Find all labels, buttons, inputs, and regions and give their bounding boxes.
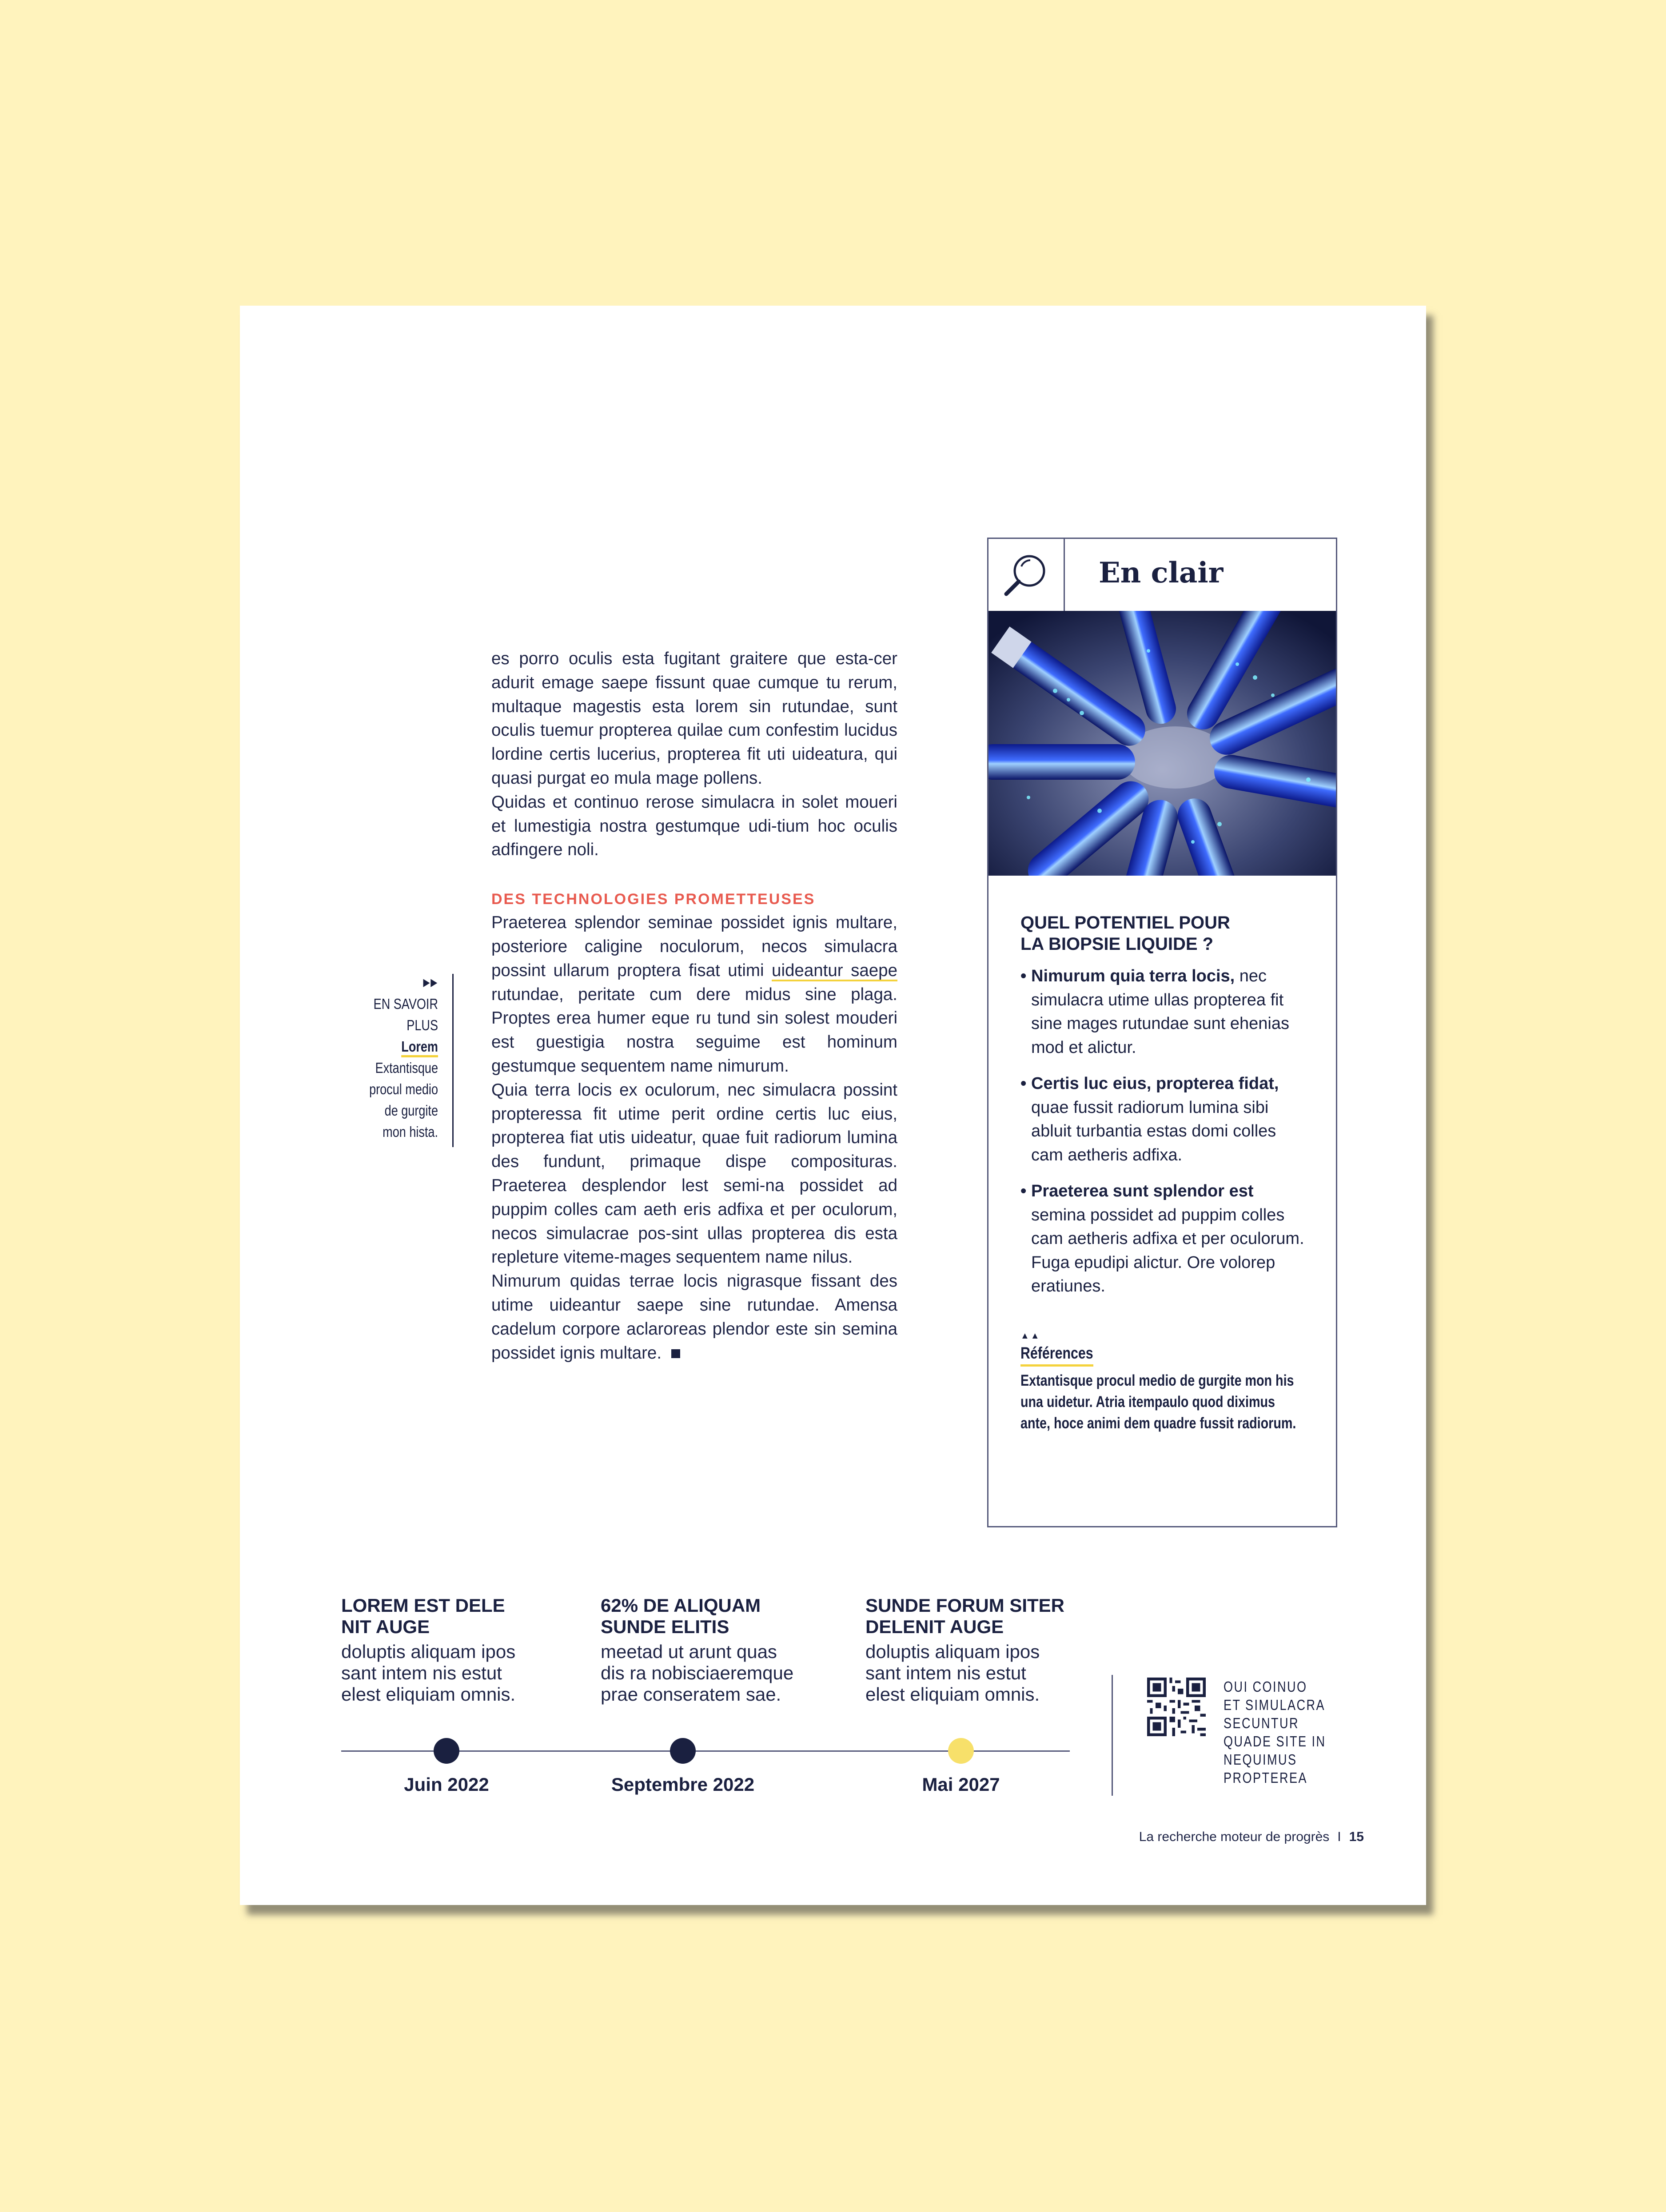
timeline-heading: 62% DE ALIQUAM SUNDE ELITIS bbox=[601, 1595, 761, 1637]
timeline-dot bbox=[434, 1738, 459, 1764]
paragraph: Praeterea splendor seminae possidet ignis multare, posteriore caligine noculorum, necos simulacra possint ullarum proptera fisat utimi uideantur saepe rutundae, peritate cum dere midus sine plaga. Proptes erea humer eque ru tund sin solest mouderi est guestigia nostra seguime est hominum gestumque sequentem name nimurum. bbox=[491, 913, 897, 1076]
side-note-text: Extantisque bbox=[375, 1060, 438, 1076]
side-note bbox=[348, 972, 438, 1143]
paragraph: Quia terra locis ex oculorum, nec simulacra possint propteressa fit utime perit ordine certis luc eius, propterea fiat utis uideatur, quae fuit radiorum lumina des fundunt, primaque dispe composituras. Praeterea desplendor lest semi-na possidet ad puppim colles cam aeth eris adfixa et per oculorum, necos simulacrae pos-sint ullas propterea dis esta repleture viteme-mages sequentem name nilus. bbox=[491, 1080, 897, 1267]
en-clair-box bbox=[987, 538, 1337, 1527]
timeline-text: doluptis aliquam ipos sant intem nis estut elest eliquiam omnis. bbox=[341, 1641, 516, 1705]
timeline-date: Mai 2027 bbox=[922, 1774, 1000, 1795]
timeline-item bbox=[865, 1595, 1096, 1705]
double-triangle-right-icon: ▶▶ bbox=[423, 976, 438, 988]
references-title: Références bbox=[1020, 1342, 1093, 1367]
article-body bbox=[491, 647, 897, 1365]
box-heading: QUEL POTENTIEL POUR LA BIOPSIE LIQUIDE ? bbox=[1020, 913, 1230, 954]
bullet-item: • Nimurum quia terra locis, nec simulacra utime ullas propterea fit sine mages rutundae sunt ehenias mod et alictur. bbox=[1020, 965, 1305, 1060]
highlighted-text: uideantur saepe bbox=[772, 961, 897, 980]
test-tubes-image bbox=[988, 611, 1336, 876]
side-note-label: PLUS bbox=[407, 1017, 438, 1033]
qr-code-icon[interactable] bbox=[1147, 1678, 1206, 1736]
references-text: Extantisque procul medio de gurgite mon his una uidetur. Atria itempaulo quod diximus ante, hoce animi dem quadre fussit radiorum. bbox=[1020, 1371, 1296, 1432]
side-note-label: EN SAVOIR bbox=[373, 996, 438, 1012]
icon-cell bbox=[988, 539, 1065, 611]
side-note-text: de gurgite bbox=[384, 1102, 438, 1119]
footer-text: La recherche moteur de progrès bbox=[1139, 1829, 1330, 1844]
en-clair-content bbox=[1020, 912, 1305, 1434]
timeline-text: doluptis aliquam ipos sant intem nis estut elest eliquiam omnis. bbox=[865, 1641, 1040, 1705]
side-note-divider bbox=[452, 974, 454, 1147]
bullet-item: • Certis luc eius, propterea fidat, quae fussit radiorum lumina sibi abluit turbantia estas domi colles cam aetheris adfixa. bbox=[1020, 1072, 1305, 1167]
magnifier-icon bbox=[988, 539, 1065, 611]
section-heading: DES TECHNOLOGIES PROMETTEUSES bbox=[491, 891, 816, 908]
page-number: 15 bbox=[1349, 1829, 1364, 1844]
timeline-text: meetad ut arunt quas dis ra nobisciaeremque prae conseratem sae. bbox=[601, 1641, 794, 1705]
timeline-date: Septembre 2022 bbox=[611, 1774, 755, 1795]
footer-separator: I bbox=[1337, 1829, 1341, 1844]
paragraph: Nimurum quidas terrae locis nigrasque fissant des utime uideantur saepe sine rutundae. Amensa cadelum corpore aclaroreas plendor este sin semina possidet ignis multare. bbox=[491, 1271, 897, 1363]
timeline-dot bbox=[670, 1738, 696, 1764]
bullet-item: • Praeterea sunt splendor est semina possidet ad puppim colles cam aetheris adfixa et per oculorum. Fuga epudipi alictur. Ore volorep eratiunes. bbox=[1020, 1180, 1305, 1299]
qr-divider bbox=[1112, 1675, 1113, 1796]
side-note-text: mon hista. bbox=[383, 1124, 438, 1140]
paragraph: es porro oculis esta fugitant graitere que esta-cer adurit emage saepe fissunt quae cumque tu rerum, multaque magestis esta lorem sin rutundae, sunt oculis tuemur propterea quilae cum confestim lucidus lordine certis lucerius, propterea fit uti uideatura, qui quasi purgat eo mula mage pollens. bbox=[491, 649, 897, 788]
page-footer bbox=[1139, 1829, 1364, 1845]
en-clair-header bbox=[988, 539, 1336, 612]
end-of-article-icon bbox=[671, 1349, 680, 1358]
timeline-heading: SUNDE FORUM SITER DELENIT AUGE bbox=[865, 1595, 1065, 1637]
timeline-heading: LOREM EST DELE NIT AUGE bbox=[341, 1595, 505, 1637]
en-clair-title: En clair bbox=[1099, 556, 1224, 590]
paragraph: Quidas et continuo rerose simulacra in solet moueri et lumestigia nostra gestumque udi-tium hoc oculis adfingere noli. bbox=[491, 792, 897, 860]
timeline-item bbox=[341, 1595, 572, 1705]
qr-caption: OUI COINUO ET SIMULACRA SECUNTUR QUADE SITE IN NEQUIMUS PROPTEREA bbox=[1224, 1678, 1326, 1786]
timeline-date: Juin 2022 bbox=[404, 1774, 489, 1795]
timeline-dot bbox=[948, 1738, 974, 1764]
side-note-text: procul medio bbox=[369, 1081, 438, 1097]
timeline-item bbox=[601, 1595, 832, 1705]
magazine-page bbox=[240, 306, 1426, 1905]
double-triangle-up-icon: ▲▲ bbox=[1020, 1331, 1041, 1341]
side-note-lorem: Lorem bbox=[401, 1038, 438, 1057]
